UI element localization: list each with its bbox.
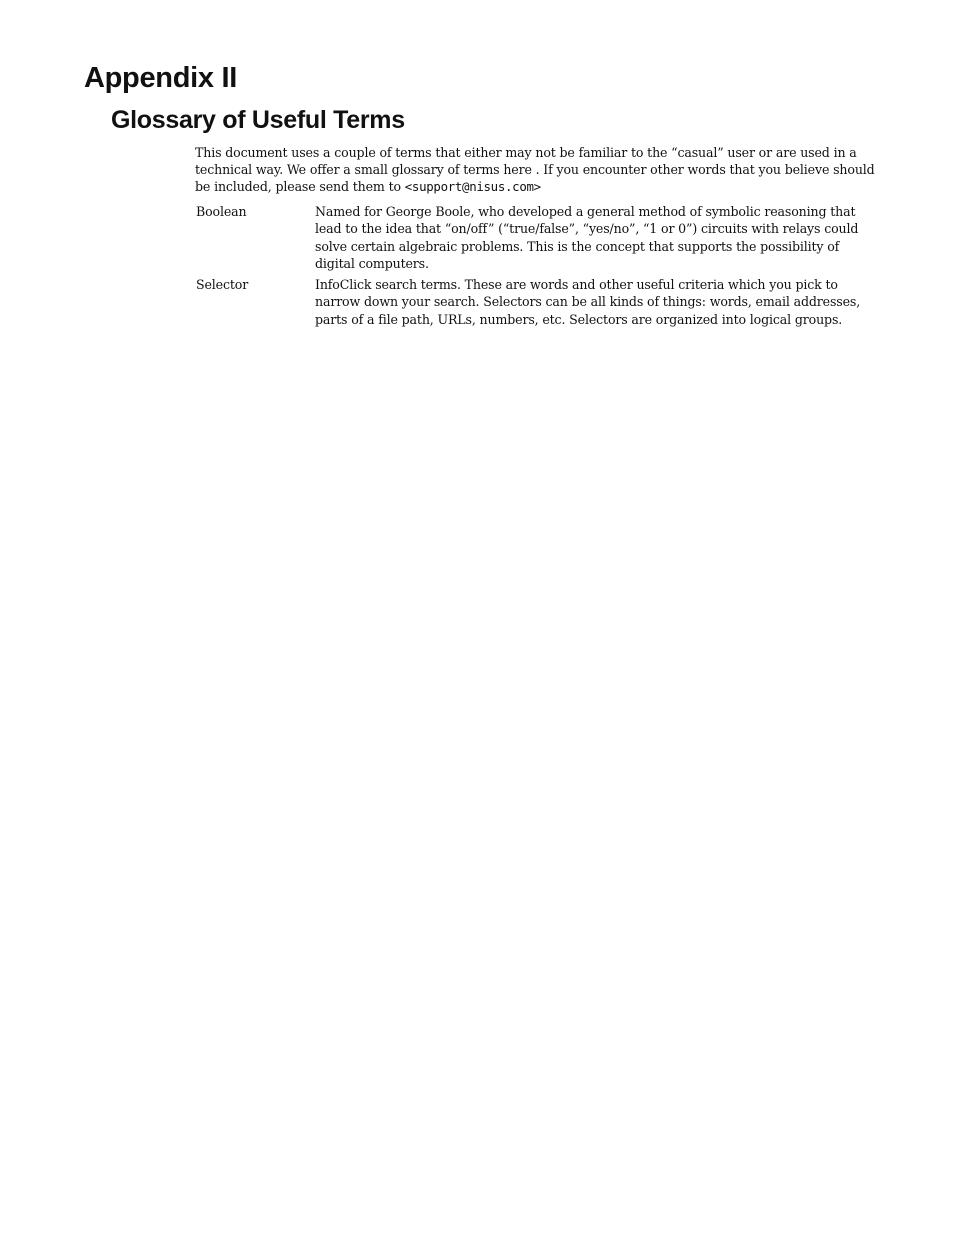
intro-paragraph [195,144,879,195]
glossary-definition: Named for George Boole, who developed a general method of symbolic reasoning that lead to the idea that “on/off” (“true/false”, “yes/no”, “1 or 0”) circuits with relays could solve certain algebraic problems. This is the concept that supports the possibility of digital computers. [315,204,859,271]
glossary-list [195,203,879,332]
intro-text: This document uses a couple of terms that either may not be familiar to the “casual” user or are used in a technical way. We offer a small glossary of terms here . If you encounter other words that you believe should be included, please send them to [195,145,875,194]
glossary-term: Selector [196,277,249,293]
glossary-entry-selector [195,276,879,328]
appendix-title: Appendix II [84,62,237,94]
support-email: <support@nisus.com> [404,179,541,194]
glossary-term: Boolean [196,204,247,219]
glossary-entry-boolean [195,203,879,272]
glossary-definition: InfoClick search terms. These are words and other useful criteria which you pick to narrow down your search. Selectors can be all kinds of things: words, email addresses, parts of a file path, URLs, numbers, etc. Selectors are organized into logical groups. [315,277,861,327]
section-title: Glossary of Useful Terms [111,106,405,134]
